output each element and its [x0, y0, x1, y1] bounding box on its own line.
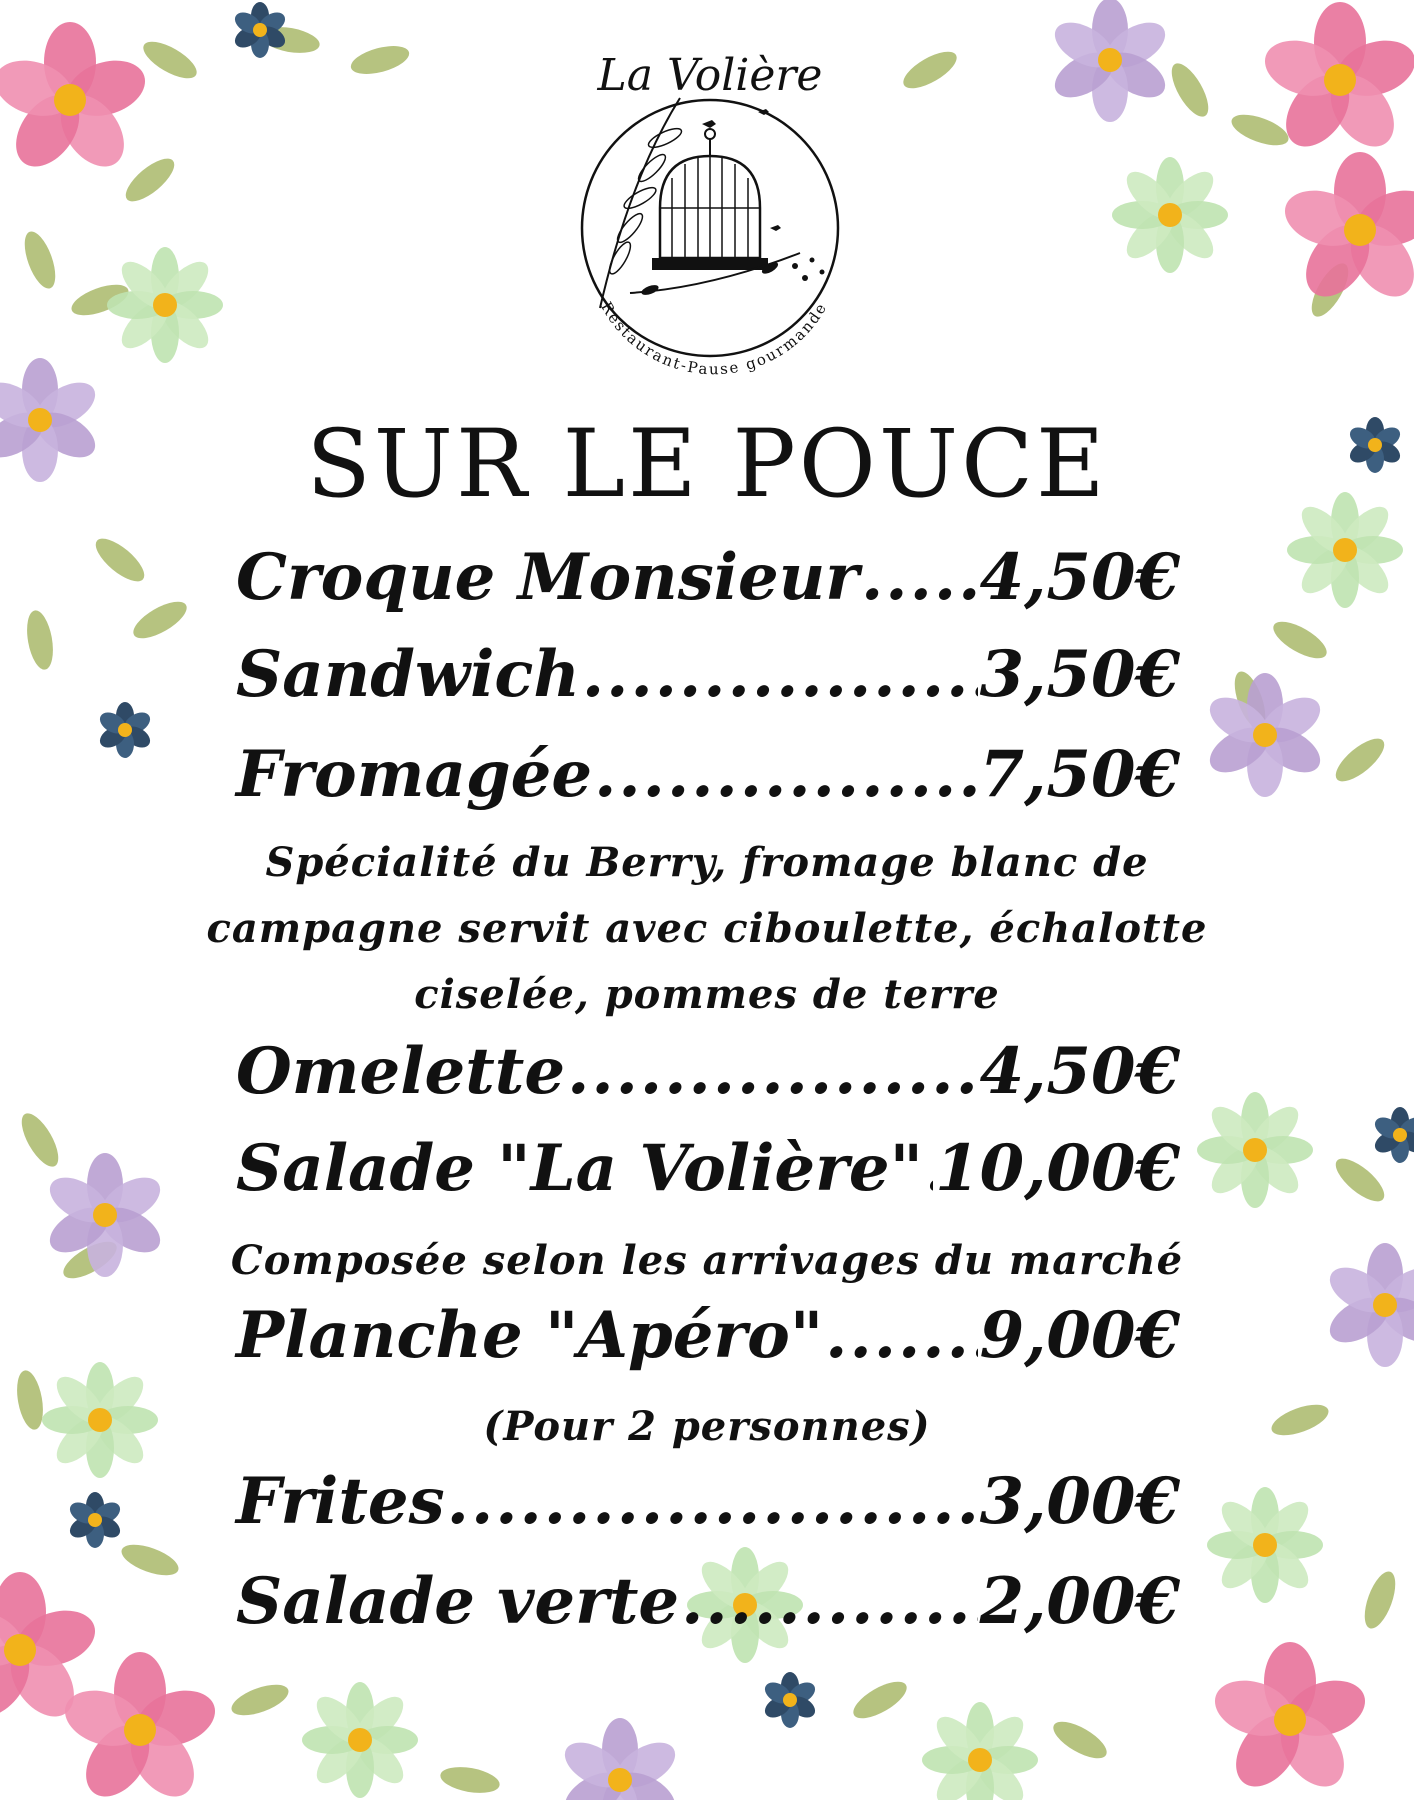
menu-title: SUR LE POUCE — [306, 410, 1108, 519]
item-name: Salade "La Volière" — [236, 1131, 923, 1206]
description-line: ciselée, pommes de terre — [414, 971, 1000, 1018]
item-price: 3,50€ — [979, 637, 1180, 712]
item-name: Fromagée — [236, 737, 593, 812]
item-name: Frites — [236, 1464, 445, 1539]
item-name: Planche "Apéro" — [236, 1298, 824, 1373]
menu-item-planche-apero — [236, 1298, 1180, 1373]
item-price: 2,00€ — [979, 1564, 1180, 1639]
menu-item-omelette — [236, 1034, 1180, 1109]
item-price: 7,50€ — [979, 737, 1180, 812]
fromagee-description — [0, 830, 1414, 1028]
item-price: 4,50€ — [979, 540, 1180, 615]
item-name: Salade verte — [236, 1564, 680, 1639]
menu-item-fromagee — [236, 737, 1180, 812]
salade-description: Composée selon les arrivages du marché — [230, 1237, 1184, 1284]
logo-name: La Volière — [597, 50, 823, 101]
item-price: 9,00€ — [979, 1298, 1180, 1373]
item-name: Omelette — [236, 1034, 566, 1109]
menu-item-frites — [236, 1464, 1180, 1539]
item-leader — [861, 546, 978, 610]
item-leader — [567, 1040, 978, 1104]
menu-item-sandwich — [236, 637, 1180, 712]
item-price: 10,00€ — [935, 1131, 1180, 1206]
menu-item-salade-la-voliere — [236, 1131, 1180, 1206]
item-price: 3,00€ — [979, 1464, 1180, 1539]
item-name: Sandwich — [236, 637, 580, 712]
logo-tagline: Restaurant-Pause gourmande — [597, 298, 831, 379]
item-price: 4,50€ — [979, 1034, 1180, 1109]
description-line: campagne servit avec ciboulette, échalotte — [206, 905, 1208, 952]
item-leader — [594, 743, 978, 807]
item-leader — [925, 1137, 933, 1201]
item-leader — [447, 1470, 978, 1534]
item-leader — [582, 643, 978, 707]
item-name: Croque Monsieur — [236, 540, 859, 615]
item-leader — [681, 1570, 977, 1634]
menu-item-salade-verte — [236, 1564, 1180, 1639]
planche-description: (Pour 2 personnes) — [483, 1403, 931, 1450]
description-line: Spécialité du Berry, fromage blanc de — [265, 839, 1149, 886]
item-leader — [825, 1304, 977, 1368]
menu-item-croque-monsieur — [236, 540, 1180, 615]
